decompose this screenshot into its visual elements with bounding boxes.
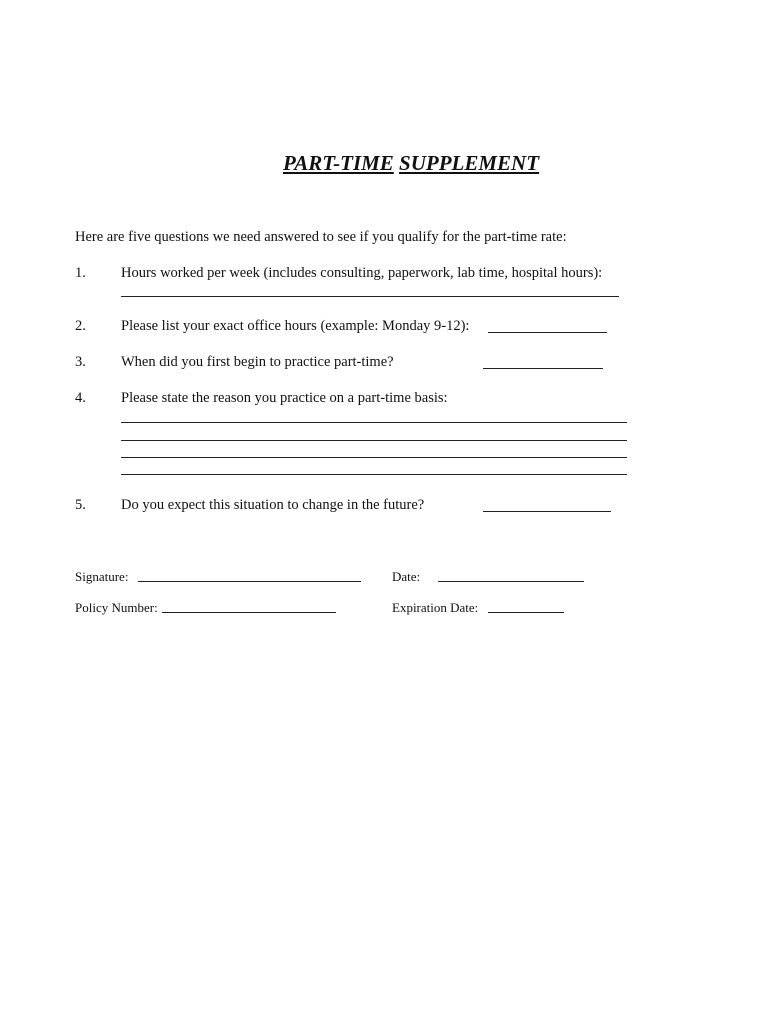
question-number-4: 4. — [75, 390, 86, 406]
answer-line-3[interactable] — [483, 368, 603, 369]
question-number-3: 3. — [75, 354, 86, 370]
question-number-2: 2. — [75, 318, 86, 334]
title-supplement: SUPPLEMENT — [399, 151, 540, 175]
answer-line-2[interactable] — [488, 332, 607, 333]
answer-line-1[interactable] — [121, 296, 619, 297]
question-text-2: Please list your exact office hours (example: Monday 9-12): — [121, 318, 470, 334]
answer-line-4b[interactable] — [121, 440, 627, 441]
question-text-3: When did you first begin to practice part-time? — [121, 354, 394, 370]
signature-label: Signature: — [75, 569, 129, 584]
question-text-1: Hours worked per week (includes consulting, paperwork, lab time, hospital hours): — [121, 265, 603, 281]
question-number-5: 5. — [75, 497, 86, 513]
question-text-5: Do you expect this situation to change in the future? — [121, 497, 425, 513]
date-label: Date: — [392, 569, 421, 584]
expiration-date-label: Expiration Date: — [392, 600, 479, 615]
question-number-1: 1. — [75, 265, 86, 281]
question-text-4: Please state the reason you practice on a part-time basis: — [121, 390, 448, 406]
page-title — [0, 151, 770, 176]
policy-number-label: Policy Number: — [75, 600, 158, 615]
answer-line-4a[interactable] — [121, 422, 627, 423]
title-part-time: PART-TIME — [282, 151, 394, 175]
signature-line[interactable] — [138, 581, 361, 582]
date-line[interactable] — [438, 581, 584, 582]
answer-line-4c[interactable] — [121, 457, 627, 458]
answer-line-5[interactable] — [483, 511, 611, 512]
answer-line-4d[interactable] — [121, 474, 627, 475]
expiration-date-line[interactable] — [488, 612, 564, 613]
policy-number-line[interactable] — [162, 612, 336, 613]
intro-text: Here are five questions we need answered to see if you qualify for the part-time rate: — [75, 229, 567, 245]
